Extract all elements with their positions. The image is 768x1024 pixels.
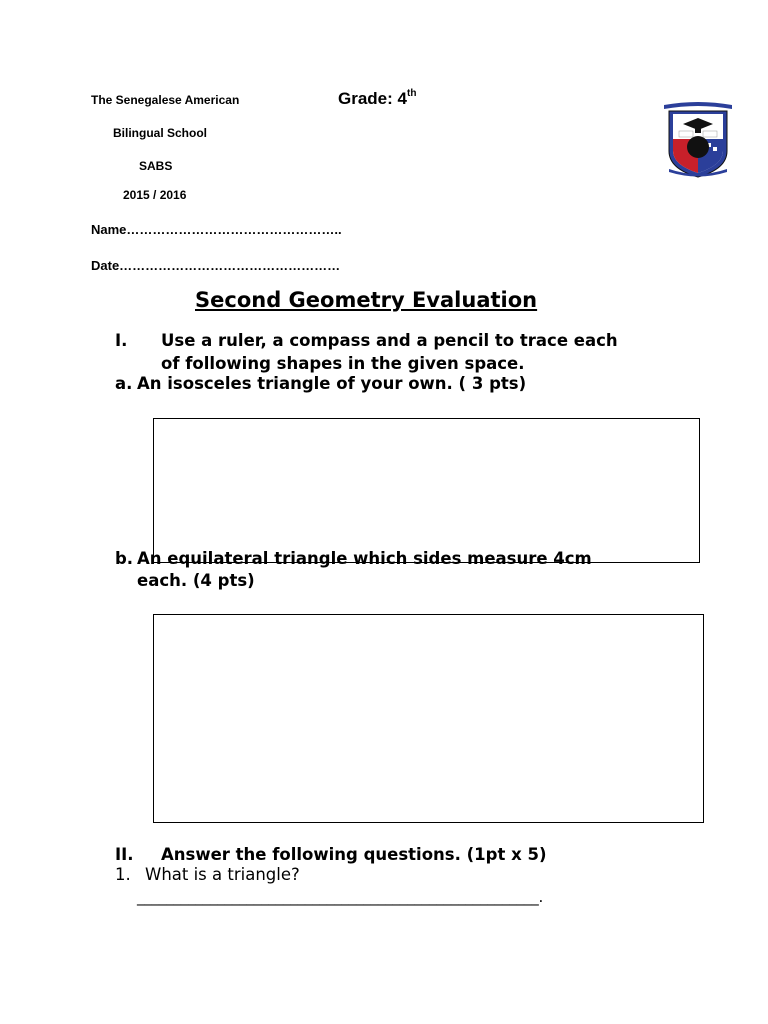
grade-text: Grade: 4 <box>338 89 407 108</box>
school-name-line1: The Senegalese American <box>91 93 240 107</box>
item-b-letter: b. <box>115 549 134 568</box>
item-b-text-line1: An equilateral triangle which sides measure 4cm <box>137 549 592 568</box>
question-1-number: 1. <box>115 865 131 884</box>
date-field-line: Date…………………………………………… <box>91 258 341 273</box>
question-1-text: What is a triangle? <box>145 865 300 884</box>
drawing-box-a-overlay <box>153 418 698 561</box>
page-title: Second Geometry Evaluation <box>195 288 538 312</box>
grade-label <box>338 88 416 109</box>
section-1-instruction-line2: of following shapes in the given space. <box>161 354 525 373</box>
section-2-instruction: Answer the following questions. (1pt x 5) <box>161 845 547 864</box>
school-name-line2: Bilingual School <box>113 126 208 140</box>
section-1-numeral: I. <box>115 331 128 350</box>
item-b-text-line2: each. (4 pts) <box>137 571 255 590</box>
section-1-instruction-line1: Use a ruler, a compass and a pencil to trace each <box>161 331 618 350</box>
drawing-box-b[interactable] <box>153 614 704 823</box>
school-abbreviation: SABS <box>139 159 173 173</box>
school-crest-icon <box>661 99 735 181</box>
name-field-line: Name………………………………………….. <box>91 222 342 237</box>
item-a-text: An isosceles triangle of your own. ( 3 pts) <box>137 374 527 393</box>
item-a-letter: a. <box>115 374 133 393</box>
question-1-answer-line[interactable]: _______________________________________________________. <box>137 888 544 906</box>
school-year: 2015 / 2016 <box>123 188 187 202</box>
grade-superscript: th <box>406 88 417 99</box>
section-2-numeral: II. <box>115 845 134 864</box>
